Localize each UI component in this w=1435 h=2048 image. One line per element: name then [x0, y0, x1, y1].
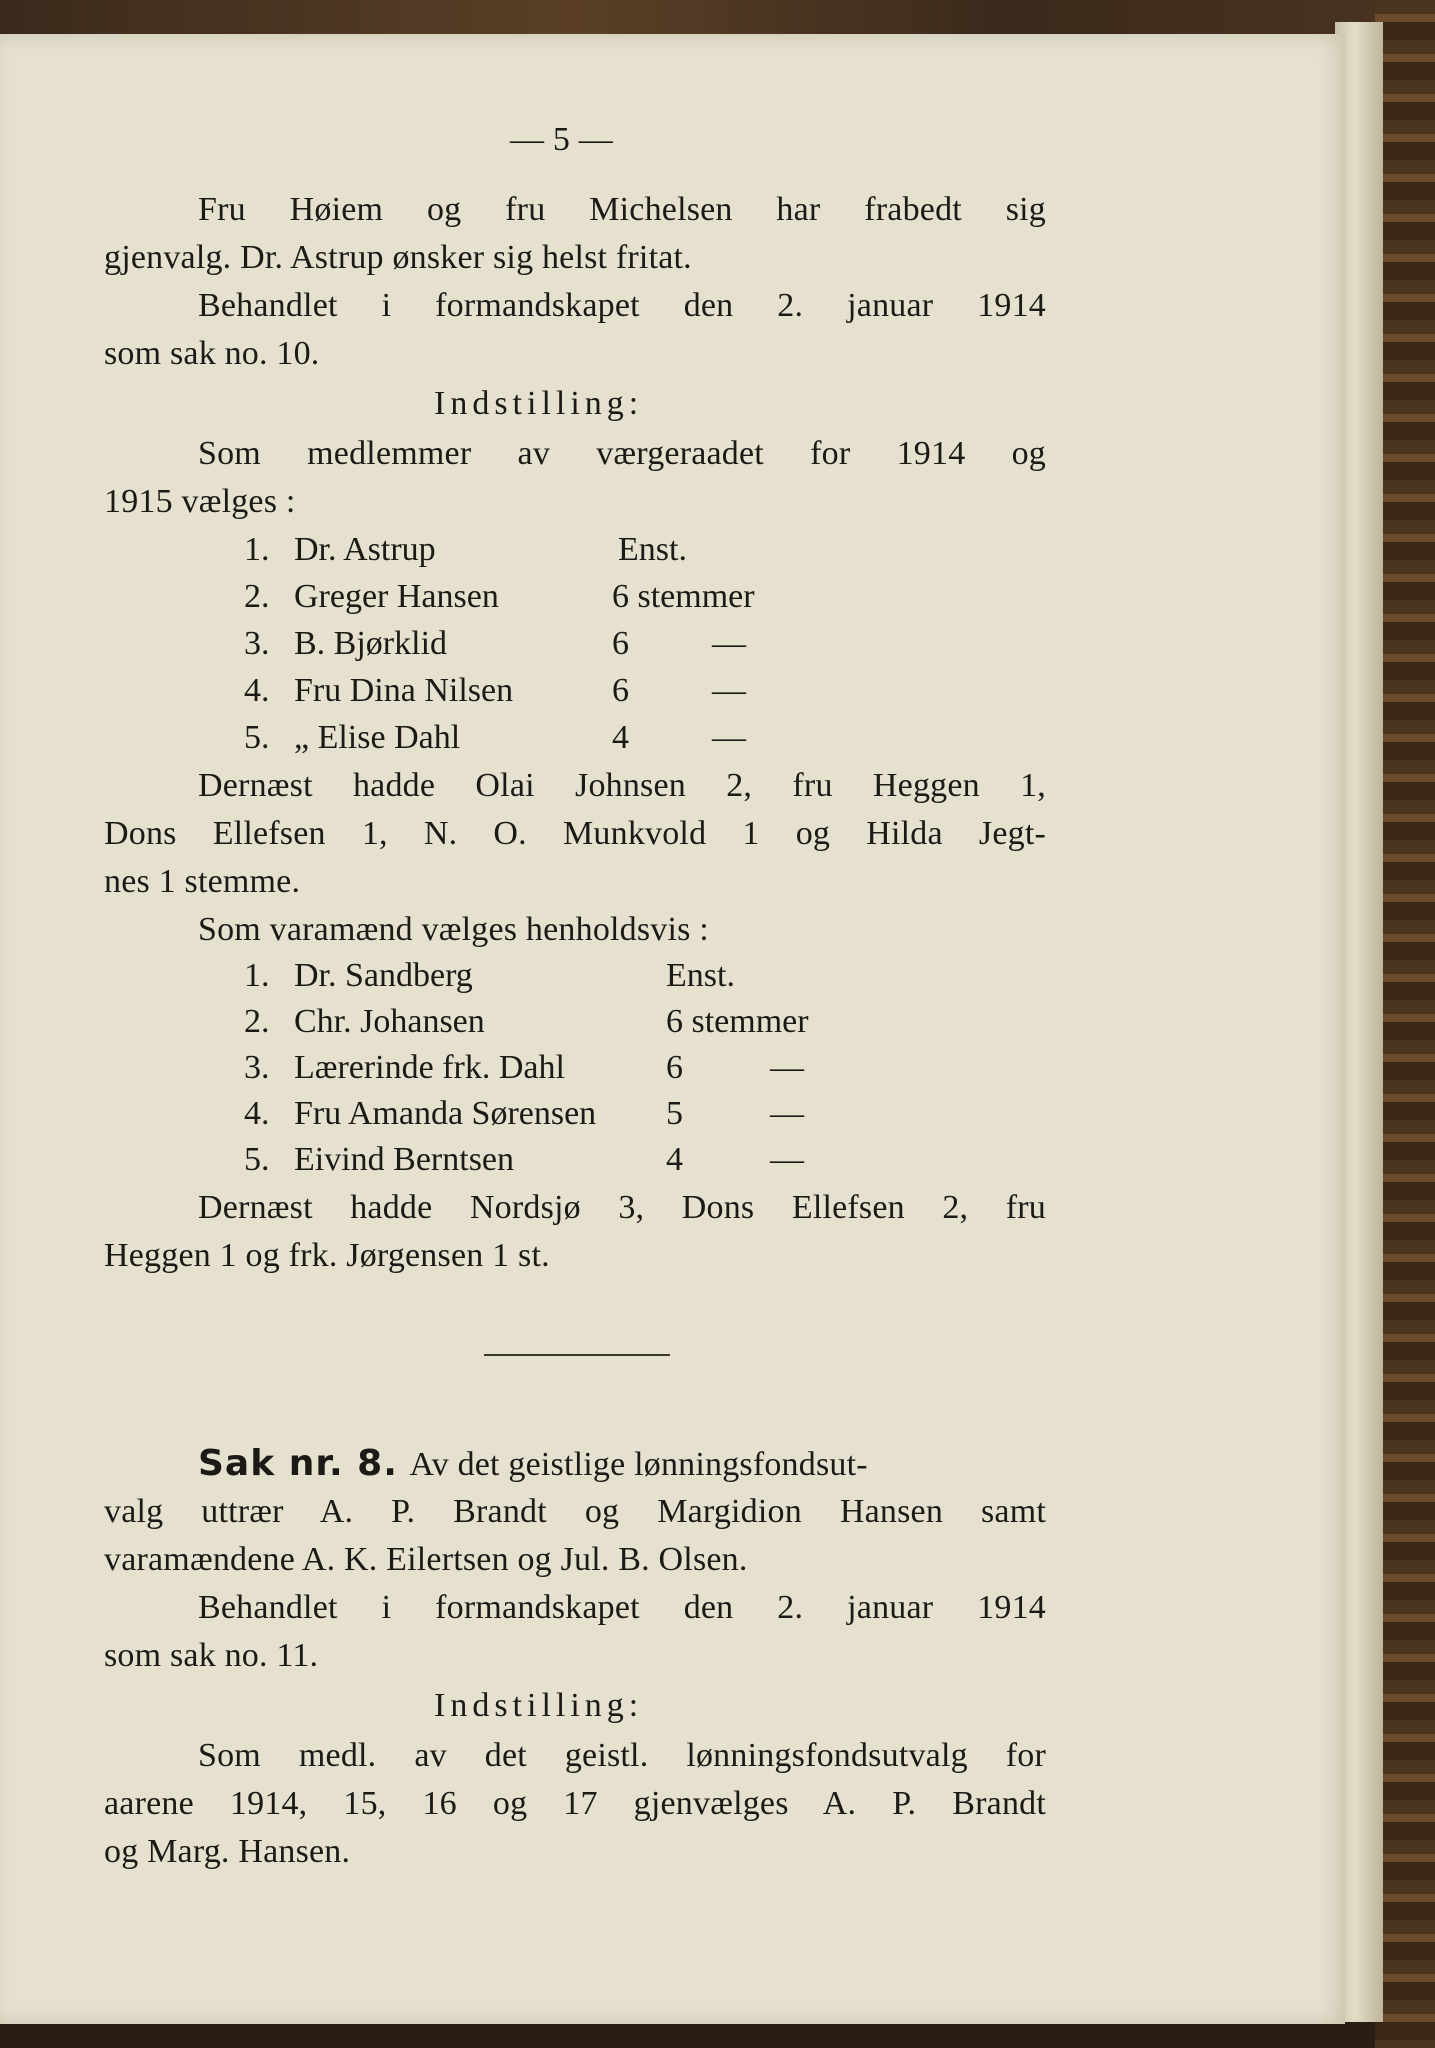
deputy-number: 2.	[244, 1003, 270, 1040]
member-votes: 6	[612, 625, 629, 662]
sak8-label: Sak nr. 8.	[198, 1443, 398, 1484]
sak8-first-line	[198, 1444, 868, 1485]
member-votes: 6 stemmer	[612, 578, 755, 615]
deputies-after-line-2: Heggen 1 og frk. Jørgensen 1 st.	[104, 1237, 550, 1274]
member-name: Greger Hansen	[294, 578, 499, 615]
document-page	[0, 34, 1345, 2024]
deputy-ditto-mark: —	[770, 1095, 804, 1132]
deputy-ditto-mark: —	[770, 1049, 804, 1086]
sak8-line-3: varamændene A. K. Eilertsen og Jul. B. Olsen.	[104, 1541, 748, 1578]
deputy-name: Lærerinde frk. Dahl	[294, 1049, 565, 1086]
deputy-votes: 4	[666, 1141, 683, 1178]
sak8-line-1: Av det geistlige lønningsfondsut-	[409, 1446, 868, 1483]
member-number: 5.	[244, 719, 270, 756]
intro-line-2: gjenvalg. Dr. Astrup ønsker sig helst fritat.	[104, 239, 692, 276]
deputy-name: Chr. Johansen	[294, 1003, 485, 1040]
sak8-line-8: og Marg. Hansen.	[104, 1833, 351, 1870]
members-after-line-1: Dernæst hadde Olai Johnsen 2, fru Heggen 1,	[198, 767, 1046, 804]
member-number: 4.	[244, 672, 270, 709]
indstilling-heading-2: Indstilling:	[434, 1687, 644, 1724]
member-name: Dr. Astrup	[294, 531, 436, 568]
members-intro-line-2: 1915 vælges :	[104, 483, 296, 520]
members-after-line-3: nes 1 stemme.	[104, 863, 301, 900]
sak8-line-2: valg uttrær A. P. Brandt og Margidion Hansen samt	[104, 1493, 1046, 1530]
deputy-name: Fru Amanda Sørensen	[294, 1095, 597, 1132]
member-votes: 4	[612, 719, 629, 756]
deputy-votes: 6	[666, 1049, 683, 1086]
deputy-ditto-mark: —	[770, 1141, 804, 1178]
member-votes: Enst.	[618, 531, 687, 568]
member-number: 2.	[244, 578, 270, 615]
deputies-intro: Som varamænd vælges henholdsvis :	[198, 911, 709, 948]
intro-line-1: Fru Høiem og fru Michelsen har frabedt sig	[198, 191, 1046, 228]
intro-line-3: Behandlet i formandskapet den 2. januar 1914	[198, 287, 1046, 324]
book-binding-edge	[1375, 0, 1435, 2048]
deputy-votes: Enst.	[666, 957, 735, 994]
deputy-number: 3.	[244, 1049, 270, 1086]
sak8-line-6: Som medl. av det geistl. lønningsfondsutvalg for	[198, 1737, 1046, 1774]
member-number: 1.	[244, 531, 270, 568]
sak8-line-7: aarene 1914, 15, 16 og 17 gjenvælges A. P. Brandt	[104, 1785, 1046, 1822]
members-after-line-2: Dons Ellefsen 1, N. O. Munkvold 1 og Hilda Jegt-	[104, 815, 1046, 852]
member-votes: 6	[612, 672, 629, 709]
deputy-name: Eivind Berntsen	[294, 1141, 515, 1178]
deputy-votes: 6 stemmer	[666, 1003, 809, 1040]
section-divider	[484, 1354, 670, 1356]
deputy-votes: 5	[666, 1095, 683, 1132]
deputy-number: 4.	[244, 1095, 270, 1132]
sak8-line-5: som sak no. 11.	[104, 1637, 319, 1674]
sak8-line-4: Behandlet i formandskapet den 2. januar 1914	[198, 1589, 1046, 1626]
page-number: — 5 —	[510, 121, 613, 158]
member-number: 3.	[244, 625, 270, 662]
deputy-name: Dr. Sandberg	[294, 957, 473, 994]
members-intro-line-1: Som medlemmer av værgeraadet for 1914 og	[198, 435, 1046, 472]
deputies-after-line-1: Dernæst hadde Nordsjø 3, Dons Ellefsen 2, fru	[198, 1189, 1046, 1226]
member-name: „ Elise Dahl	[294, 719, 461, 756]
member-ditto-mark: —	[712, 625, 746, 662]
deputy-number: 5.	[244, 1141, 270, 1178]
indstilling-heading-1: Indstilling:	[434, 385, 644, 422]
member-ditto-mark: —	[712, 672, 746, 709]
member-ditto-mark: —	[712, 719, 746, 756]
intro-line-4: som sak no. 10.	[104, 335, 320, 372]
member-name: B. Bjørklid	[294, 625, 448, 662]
deputy-number: 1.	[244, 957, 270, 994]
member-name: Fru Dina Nilsen	[294, 672, 514, 709]
